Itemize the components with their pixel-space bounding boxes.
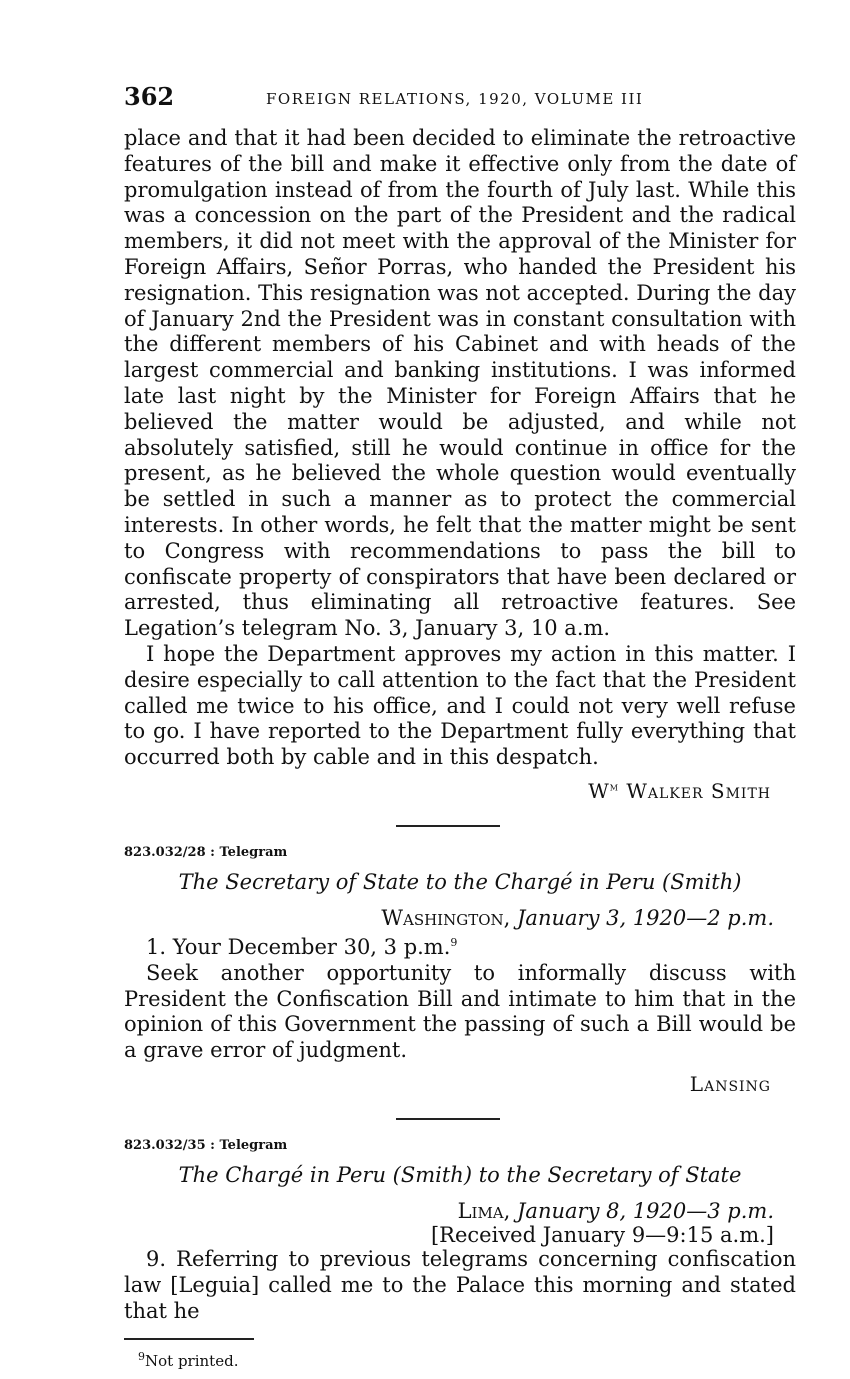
running-head: FOREIGN RELATIONS, 1920, VOLUME III [266,90,644,108]
item-paragraph [124,930,796,961]
received-line: [Received January 9—9:15 a.m.] [430,1222,774,1247]
document-page [124,82,796,1370]
signature-superscript: m [609,780,619,794]
dateline-place: Lima, [457,1198,511,1223]
item-text: 1. Your December 30, 3 p.m. [146,934,451,959]
document-title: The Secretary of State to the Chargé in Peru (Smith) [178,869,742,894]
telegram-body: 9. Referring to previous telegrams concerning confiscation law [Leguia] called me to the Palace this morning and stated that he [124,1246,796,1323]
footnote-marker: 9 [138,1349,145,1363]
signature-name: Walker Smith [626,778,771,803]
footnote-divider [124,1338,254,1340]
document-title: The Chargé in Peru (Smith) to the Secretary of State [178,1162,742,1187]
dateline-date: January 8, 1920—3 p.m. [517,1198,774,1223]
section-divider [396,1118,500,1120]
telegram-body: Seek another opportunity to informally discuss with President the Confiscation Bill and intimate to him that in the opinion of this Government the passing of such a Bill would be a grave error of judgment. [124,960,796,1063]
page-number: 362 [124,82,175,111]
signature-smith [124,779,771,803]
dateline-date: January 3, 1920—2 p.m. [517,905,774,930]
file-reference: 823.032/35 : Telegram [124,1137,288,1153]
footnote-reference: 9 [450,935,458,949]
continuation-paragraph: place and that it had been decided to eliminate the retroactive features of the bill and make it effective only from the date of promulgation instead of from the fourth of July last. While this was a concession on the part of the President and the radical members, it did not meet with the approval of the Minister for Foreign Affairs, Señor Porras, who handed the President his resignation. This resignation was not accepted. During the day of January 2nd the President was in constant consultation with the different members of his Cabinet and with heads of the largest commercial and banking institutions. I was informed late last night by the Minister for Foreign Affairs that he believed the matter would be adjusted, and while not absolutely satisfied, still he would continue in office for the present, as he believed the whole question would eventually be settled in such a manner as to protect the commercial interests. In other words, he felt that the matter might be sent to Congress with recommendations to pass the bill to confiscate property of conspirators that have been declared or arrested, thus eliminating all retroactive features. See Legation’s telegram No. 3, January 3, 10 a.m. [124,126,796,641]
signature-lansing: Lansing [689,1071,771,1096]
footnote [138,1350,796,1370]
footnote-text: Not printed. [145,1351,239,1370]
page-header [124,82,796,116]
dateline [124,906,774,930]
dateline [124,1199,774,1223]
section-divider [396,825,500,827]
dateline-place: Washington, [381,905,511,930]
signature-initial: W [588,778,610,803]
closing-paragraph: I hope the Department approves my action in this matter. I desire especially to call attention to the fact that the President called me twice to his office, and I could not very well refuse to go. I have reported to the Department fully everything that occurred both by cable and in this despatch. [124,641,796,770]
file-reference: 823.032/28 : Telegram [124,844,288,860]
